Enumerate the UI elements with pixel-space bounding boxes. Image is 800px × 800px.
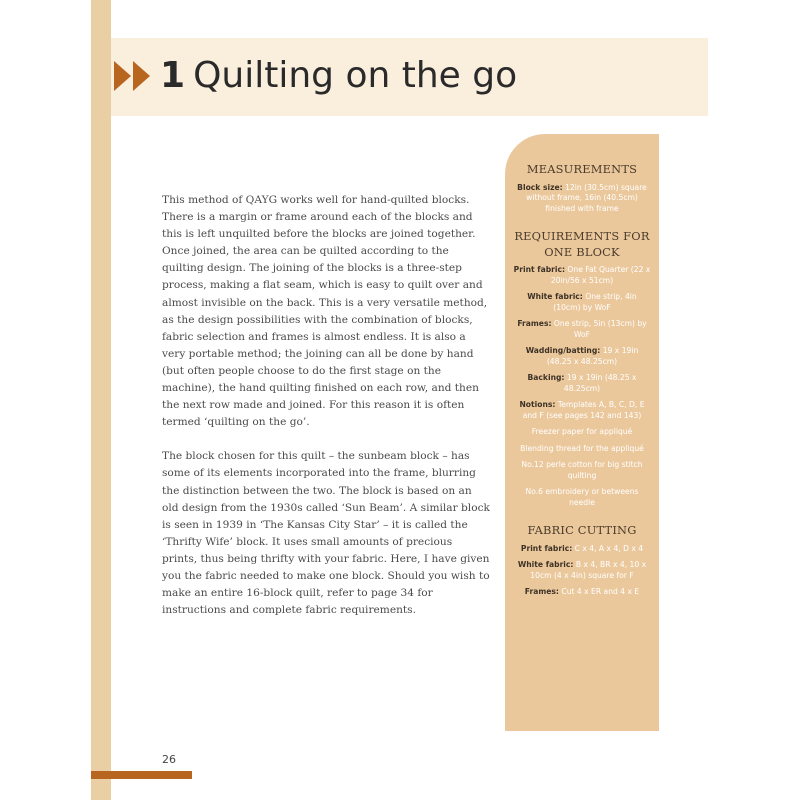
req-print-fabric-label: Print fabric: [513,265,566,274]
requirements-heading: REQUIREMENTS FOR ONE BLOCK [514,229,650,259]
req-extra-item: Blending thread for the appliqué [520,443,644,453]
req-wadding [513,346,651,367]
req-white-fabric-value: One strip, 4in (10cm) by WoF [553,292,637,312]
req-notions-value: Templates A, B, C, D, E and F (see pages 142 and 143) [522,400,645,420]
cut-print-fabric-label: Print fabric: [520,543,573,553]
cut-white-fabric-value: B x 4, BR x 4, 10 x 10cm (4 x 4in) square for F [530,560,647,580]
req-backing-label: Backing: [527,373,565,382]
cut-frames-value: Cut 4 x ER and 4 x E [558,587,640,596]
cut-white-fabric [513,560,651,581]
body-paragraph-2: The block chosen for this quilt – the sunbeam block – has some of its elements incorporated into the frame, blurring the distinction between the two. The block is based on an old design from the 1930s called ‘Sun Beam’. A similar block is seen in 1939 in ‘The Kansas City Star’ – it is called the ‘Thrifty Wife’ block. It uses small amounts of precious prints, thus being thrifty with your fabric. Here, I have given you the fabric needed to make one block. Should you wish to make an entire 16-block quilt, refer to page 34 for instructions and complete fabric requirements. [162,450,490,617]
req-extra-item: No.12 perle cotton for big stitch quilting [521,460,643,480]
req-frames [513,319,651,340]
cut-frames [513,587,651,598]
measurements-heading: MEASUREMENTS [526,162,638,176]
req-frames-label: Frames: [517,319,552,328]
req-notions [513,400,651,421]
req-print-fabric [513,265,651,286]
cutting-heading: FABRIC CUTTING [527,523,637,537]
req-backing-value: 19 x 19in (48.25 x 48.25cm) [563,373,637,393]
double-chevron-right-icon [114,61,162,91]
chapter-title-text: Quilting on the go [193,55,518,96]
req-print-fabric-value: One Fat Quarter (22 x 20in/56 x 51cm) [550,265,651,285]
cut-frames-label: Frames: [524,587,559,596]
req-extra-item: Freezer paper for appliqué [531,427,633,436]
body-paragraph-1: This method of QAYG works well for hand-quilted blocks. There is a margin or frame around each of the blocks and this is left unquilted before the blocks are joined together. Once joined, the area can be quilted according to the quilting design. The joining of the blocks is a three-step process, making a flat seam, which is easy to quilt over and almost invisible on the back. This is a very versatile method, as the design possibilities with the combination of blocks, fabric selection and frames is almost endless. It is also a very portable method; the joining can all be done by hand (but often people choose to do the first stage on the machine), the hand quilting finished on each row, and then the next row made and joined. For this reason it is often termed ‘quilting on the go’. [162,194,488,429]
page-spine-strip [91,0,111,800]
req-frames-value: One strip, 5in (13cm) by WoF [551,319,647,339]
req-white-fabric-label: White fabric: [527,292,583,301]
cut-print-fabric [513,544,651,555]
block-size-value: 12in (30.5cm) square without frame, 16in (40.5cm) finished with frame [526,182,647,213]
body-text [162,192,490,636]
block-size-entry [513,183,651,215]
requirements-sidebar [505,134,659,731]
page-number: 26 [162,753,176,766]
req-backing [513,373,651,394]
cut-white-fabric-label: White fabric: [517,560,574,569]
req-notions-label: Notions: [519,400,556,409]
footer-accent-bar [91,771,192,779]
req-wadding-label: Wadding/batting: [525,346,601,355]
req-extra-item: No.6 embroidery or betweens needle [525,487,639,507]
block-size-label: Block size: [517,182,563,192]
req-white-fabric [513,292,651,313]
chapter-title [160,53,517,99]
chapter-number: 1 [160,55,186,96]
cut-print-fabric-value: C x 4, A x 4, D x 4 [572,543,644,553]
req-wadding-value: 19 x 19in (48.25 x 48.25cm) [546,346,639,366]
